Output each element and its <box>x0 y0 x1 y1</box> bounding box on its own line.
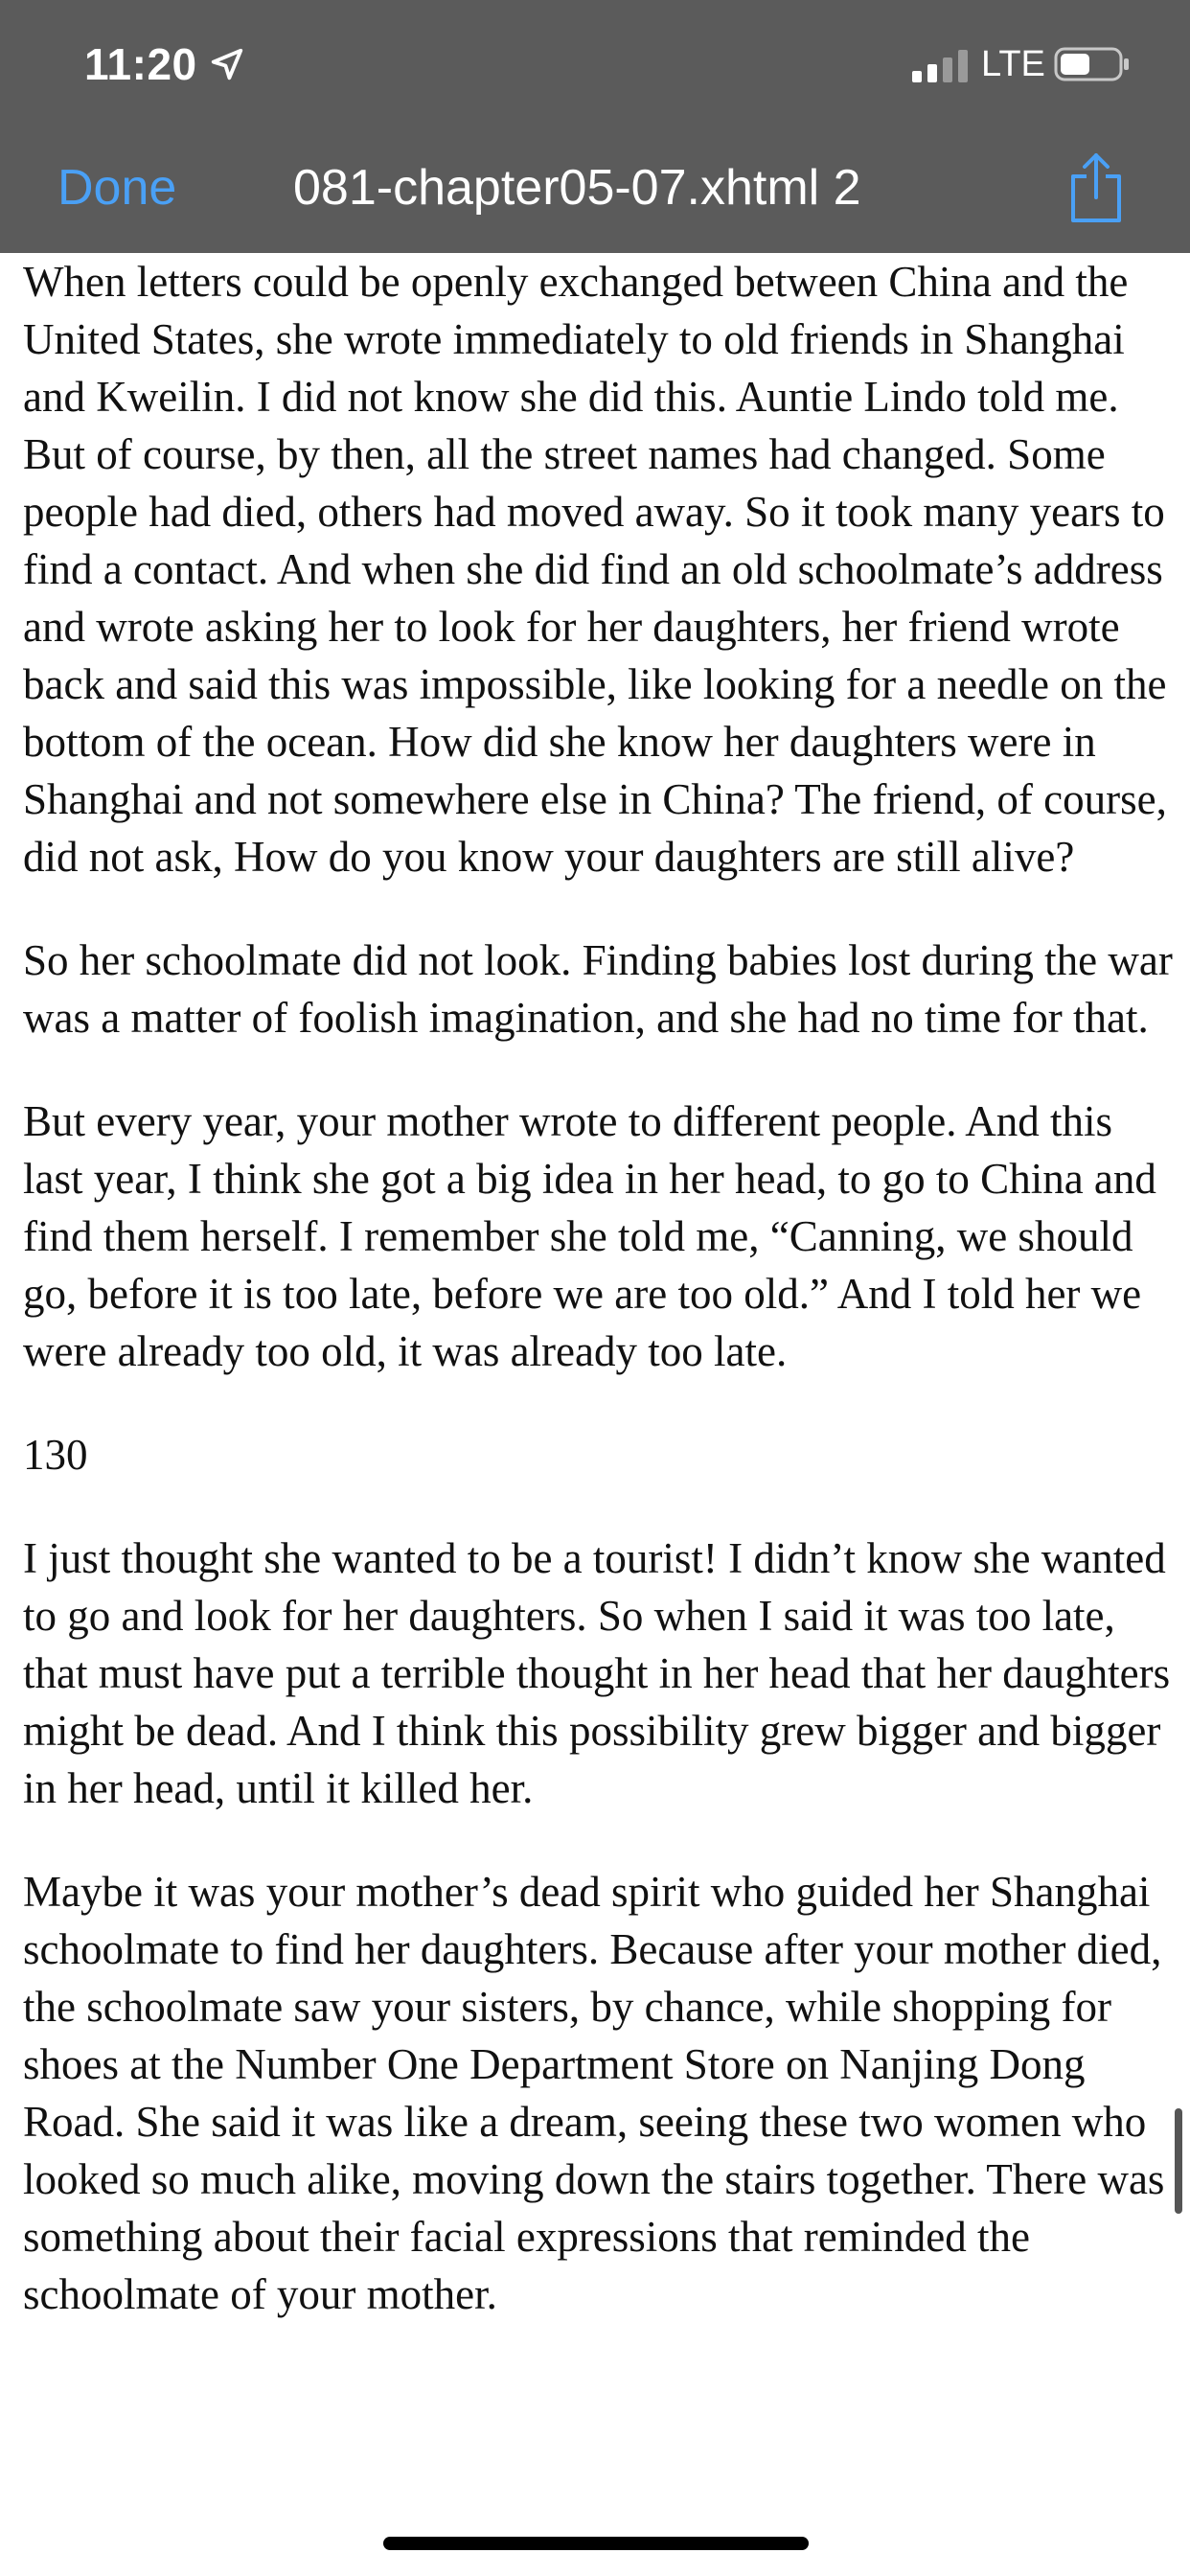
paragraph: Maybe it was your mother’s dead spirit who guided her Shanghai schoolmate to find her daughters. Because after your mother died, the schoolmate saw your sisters, by chance, while shopping for shoes at the Number One Department Store on Nanjing Dong Road. She said it was like a dream, seeing these two women who looked so much alike, moving down the stairs together. There was something about their facial expressions that reminded the schoolmate of your mother. <box>23 1868 1165 2318</box>
paragraph: So her schoolmate did not look. Finding babies lost during the war was a matter of foolish imagination, and she had no time for that. <box>23 936 1173 1042</box>
page-number: 130 <box>23 1431 88 1479</box>
top-bar <box>0 0 1190 253</box>
home-indicator[interactable] <box>383 2537 809 2550</box>
scroll-indicator[interactable] <box>1175 2108 1182 2214</box>
document-title: 081-chapter05-07.xhtml 2 <box>293 160 861 216</box>
location-arrow-icon <box>209 46 245 82</box>
status-time: 11:20 <box>84 39 197 89</box>
paragraph: But every year, your mother wrote to different people. And this last year, I think she got a big idea in her head, to go to China and find them herself. I remember she told me, “Canning, we should go, before it is too late, before we are too old.” And I told her we were already too old, it was already too late. <box>23 1097 1156 1375</box>
paragraph: I just thought she wanted to be a tourist! I didn’t know she wanted to go and look for her daughters. So when I said it was too late, that must have put a terrible thought in her head that her daughters might be dead. And I think this possibility grew bigger and bigger in her head, until it killed her. <box>23 1534 1171 1812</box>
signal-bars-icon <box>912 50 970 82</box>
battery-icon <box>1054 46 1131 82</box>
share-icon[interactable] <box>1065 151 1127 224</box>
network-type: LTE <box>981 44 1045 84</box>
paragraph: When letters could be openly exchanged between China and the United States, she wrote immediately to old friends in Shanghai and Kweilin. I did not know she did this. Auntie Lindo told me. But of course, by then, all the street names had changed. Some people had died, others had moved away. So it took many years to find a contact. And when she did find an old schoolmate’s address and wrote asking her to look for her daughters, her friend wrote back and said this was impossible, like looking for a needle on the bottom of the ocean. How did she know her daughters were in Shanghai and not somewhere else in China? The friend, of course, did not ask, How do you know your daughters are still alive? <box>23 258 1167 881</box>
done-button[interactable]: Done <box>57 160 177 216</box>
document-body <box>23 253 1173 2369</box>
